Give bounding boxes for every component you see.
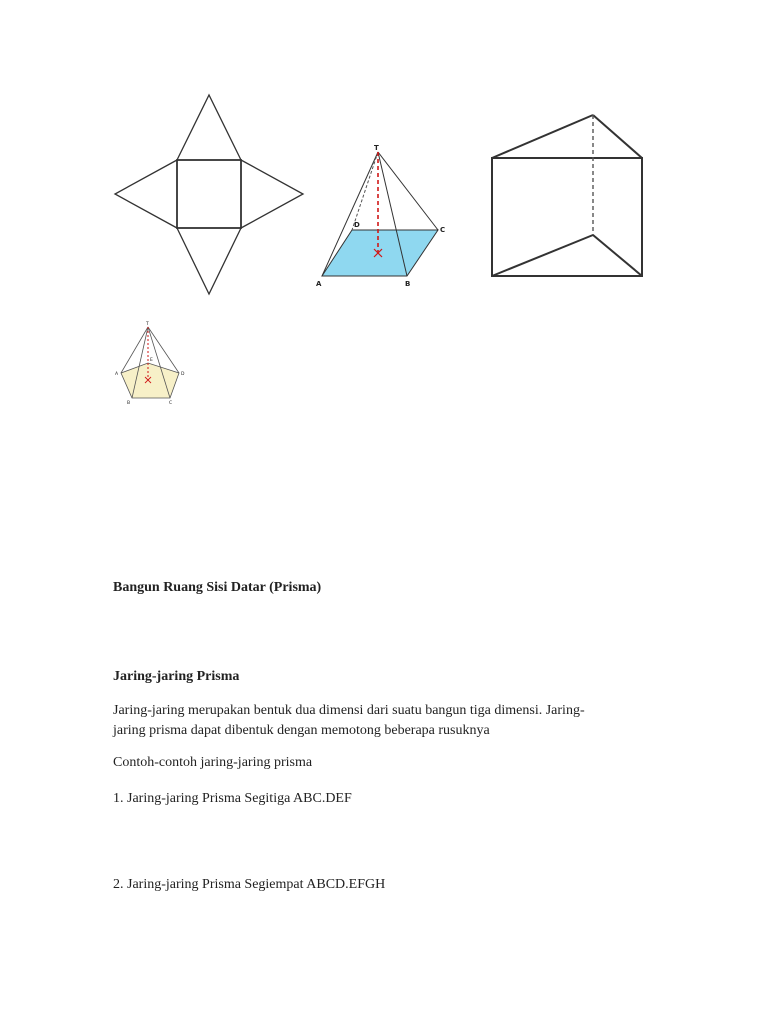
net-triangle-right [241,160,303,228]
pent-label-a: A [115,372,119,377]
net-square-base [177,160,241,228]
pent-label-b: B [127,401,131,406]
example-item-1: 1. Jaring-jaring Prisma Segitiga ABC.DEF [113,791,352,806]
paragraph-line-2: jaring prisma dapat dibentuk dengan memotong beberapa rusuknya [113,723,490,738]
pentagon-base [121,363,179,398]
pent-label-c: C [169,401,173,406]
pent-label-d: D [181,372,185,377]
paragraph-line-1: Jaring-jaring merupakan bentuk dua dimensi dari suatu bangun tiga dimensi. Jaring- [113,703,585,718]
pentagonal-pyramid-figure [113,320,189,406]
net-triangle-left [115,160,177,228]
pent-label-t: T [146,322,149,327]
subheading: Jaring-jaring Prisma [113,669,240,684]
net-triangle-top [177,95,241,160]
example-item-2: 2. Jaring-jaring Prisma Segiempat ABCD.EFGH [113,877,386,892]
square-pyramid-figure [312,140,452,290]
edge-td [352,152,378,230]
square-pyramid-net-figure [112,92,308,298]
label-c: C [440,226,446,234]
paragraph [113,701,633,741]
examples-intro: Contoh-contoh jaring-jaring prisma [113,755,313,770]
label-a: A [316,280,322,288]
prism-bottom-right-edge [593,235,642,276]
label-d: D [354,221,360,229]
prism-top-right-edge [593,115,642,158]
pent-label-e: E [150,358,153,363]
triangular-prism-figure [486,108,648,284]
section-heading: Bangun Ruang Sisi Datar (Prisma) [113,580,322,595]
net-triangle-bottom [177,228,241,294]
prism-top-left-edge [492,115,593,158]
label-b: B [405,280,411,288]
prism-bottom-left-edge [492,235,593,276]
label-t: T [374,144,379,152]
